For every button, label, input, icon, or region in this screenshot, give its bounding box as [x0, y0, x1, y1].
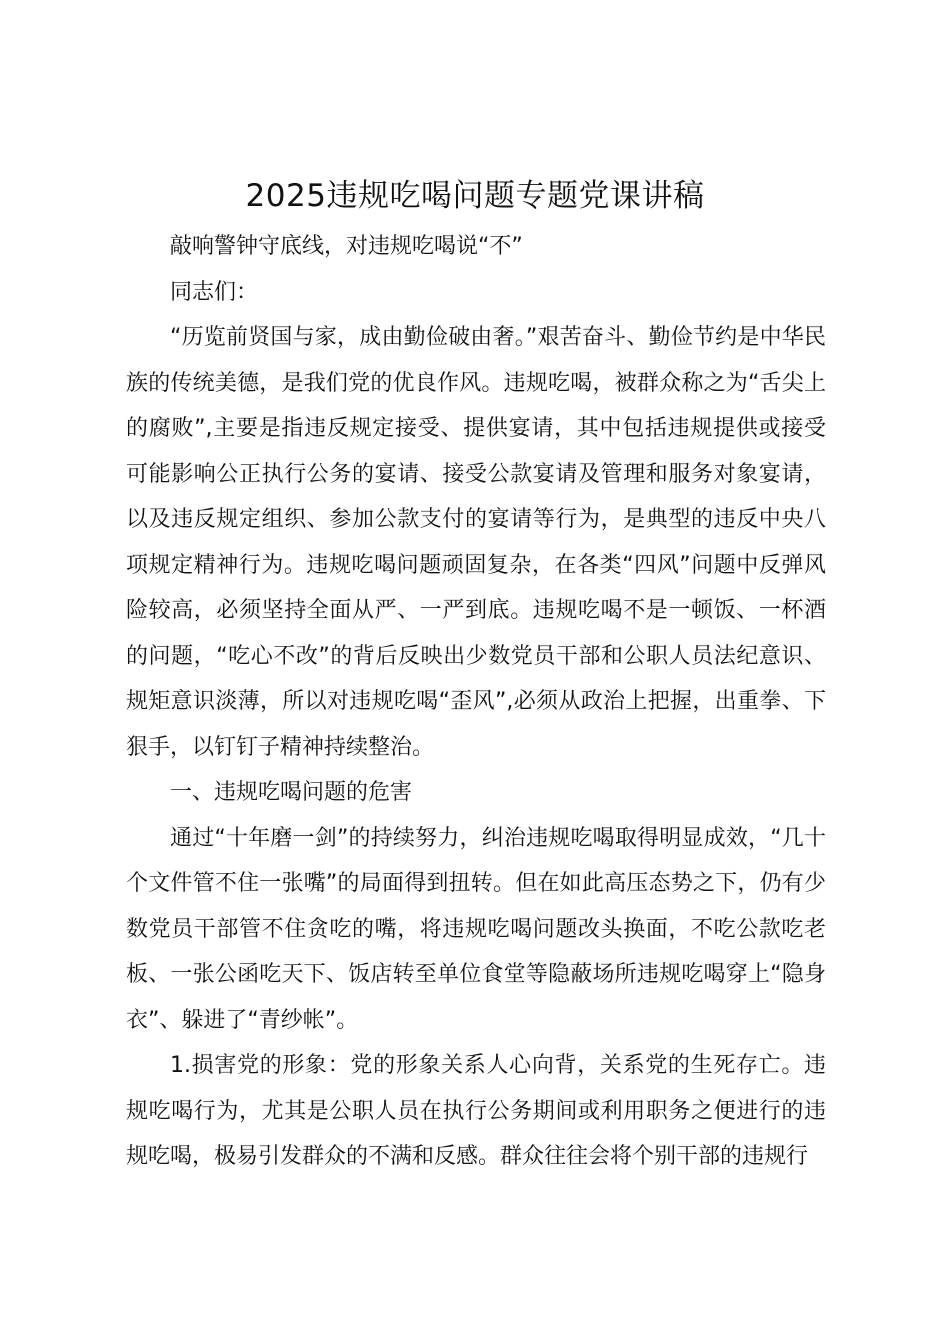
paragraph-point-1: 1.损害党的形象：党的形象关系人心向背，关系党的生死存亡。违规吃喝行为，尤其是公职人员在执行公务期间或利用职务之便进行的违规吃喝，极易引发群众的不满和反感。群众往往会将个别干部的违规行 — [126, 1053, 826, 1169]
document-title: 2025违规吃喝问题专题党课讲稿 — [245, 178, 705, 214]
paragraph-achievements: 通过“十年磨一剑”的持续努力，纠治违规吃喝取得明显成效，“几十个文件管不住一张嘴”的局面得到扭转。但在如此高压态势之下，仍有少数党员干部管不住贪吃的嘴，将违规吃喝问题改头换面，不吃公款吃老板、一张公函吃天下、饭店转至单位食堂等隐蔽场所违规吃喝穿上“隐身衣”、躲进了“青纱帐”。 — [126, 825, 826, 1033]
section-heading: 一、违规吃喝问题的危害 — [170, 780, 413, 805]
paragraph-intro: “历览前贤国与家，成由勤俭破由奢。”艰苦奋斗、勤俭节约是中华民族的传统美德，是我们党的优良作风。违规吃喝，被群众称之为“舌尖上的腐败”,主要是指违反规定接受、提供宴请，其中包括违规提供或接受可能影响公正执行公务的宴请、接受公款宴请及管理和服务对象宴请，以及违反规定组织、参加公款支付的宴请等行为，是典型的违反中央八项规定精神行为。违规吃喝问题顽固复杂，在各类“四风”问题中反弹风险较高，必须坚持全面从严、一严到底。违规吃喝不是一顿饭、一杯酒的问题，“吃心不改”的背后反映出少数党员干部和公职人员法纪意识、规矩意识淡薄，所以对违规吃喝“歪风”,必须从政治上把握，出重拳、下狠手，以钉钉子精神持续整治。 — [126, 325, 826, 760]
document-body — [126, 224, 826, 1180]
greeting-line: 同志们： — [170, 279, 259, 305]
subtitle-line: 敲响警钟守底线，对违规吃喝说“不” — [170, 234, 523, 259]
